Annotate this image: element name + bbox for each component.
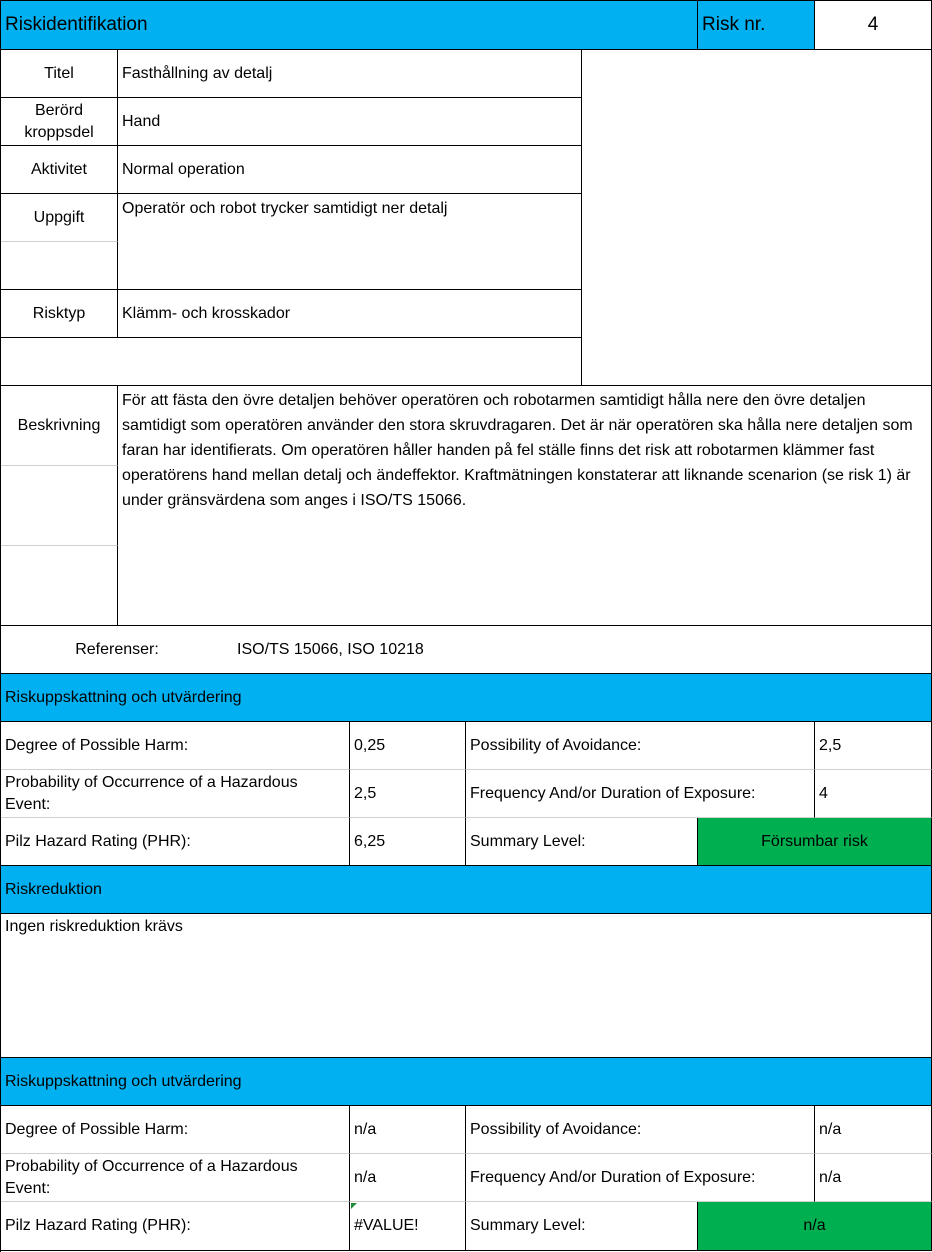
error-indicator-icon	[351, 1203, 357, 1209]
fe-label[interactable]: Frequency And/or Duration of Exposure:	[466, 770, 815, 818]
fe-after-label[interactable]: Frequency And/or Duration of Exposure:	[466, 1154, 815, 1202]
poa-after-value[interactable]: n/a	[815, 1106, 932, 1154]
fe-after-value[interactable]: n/a	[815, 1154, 932, 1202]
risk-nr-value[interactable]: 4	[815, 1, 932, 50]
dph-after-label[interactable]: Degree of Possible Harm:	[1, 1106, 350, 1154]
poa-value[interactable]: 2,5	[815, 722, 932, 770]
fe-value[interactable]: 4	[815, 770, 932, 818]
beskrivning-value[interactable]: För att fästa den övre detaljen behöver operatören och robotarmen samtidigt hålla nere den övre detaljen samtidigt som operatören använder den stora skruvdragaren. Det är när operatören ska hålla nere detaljen som faran har identifierats. Om operatören håller handen på fel ställe finns det risk att robotarmen klämmer fast operatörens hand mellan detalj och ändeffektor. Kraftmätningen konstaterar att liknande scenarion (se risk 1) är under gränsvärdena som anges i ISO/TS 15066.	[118, 386, 932, 626]
referenser-value[interactable]: ISO/TS 15066, ISO 10218	[233, 626, 932, 674]
referenser-label[interactable]: Referenser:	[1, 626, 233, 674]
phr-after-label[interactable]: Pilz Hazard Rating (PHR):	[1, 1202, 350, 1251]
po-value[interactable]: 2,5	[350, 770, 466, 818]
risk-nr-label[interactable]: Risk nr.	[698, 1, 815, 50]
reduction-text[interactable]: Ingen riskreduktion krävs	[1, 914, 932, 1058]
beskrivning-spacer-2	[1, 546, 118, 626]
poa-after-label[interactable]: Possibility of Avoidance:	[466, 1106, 815, 1154]
poa-label[interactable]: Possibility of Avoidance:	[466, 722, 815, 770]
dph-value[interactable]: 0,25	[350, 722, 466, 770]
blank-row	[1, 338, 582, 386]
reduction-title[interactable]: Riskreduktion	[1, 866, 932, 914]
aktivitet-value[interactable]: Normal operation	[118, 146, 582, 194]
uppgift-label[interactable]: Uppgift	[1, 194, 118, 242]
beskrivning-label[interactable]: Beskrivning	[1, 386, 118, 466]
titel-value[interactable]: Fasthållning av detalj	[118, 50, 582, 98]
phr-value[interactable]: 6,25	[350, 818, 466, 866]
dph-label[interactable]: Degree of Possible Harm:	[1, 722, 350, 770]
summary-value[interactable]: Försumbar risk	[698, 818, 932, 866]
header-title[interactable]: Riskidentifikation	[1, 1, 698, 50]
kroppsdel-value[interactable]: Hand	[118, 98, 582, 146]
uppgift-label-spacer	[1, 242, 118, 290]
assessment-before-title[interactable]: Riskuppskattning och utvärdering	[1, 674, 932, 722]
summary-after-label[interactable]: Summary Level:	[466, 1202, 698, 1251]
summary-label[interactable]: Summary Level:	[466, 818, 698, 866]
po-after-value[interactable]: n/a	[350, 1154, 466, 1202]
empty-side-block	[582, 50, 932, 386]
aktivitet-label[interactable]: Aktivitet	[1, 146, 118, 194]
risktyp-value[interactable]: Klämm- och krosskador	[118, 290, 582, 338]
po-after-label[interactable]: Probability of Occurrence of a Hazardous Event:	[1, 1154, 350, 1202]
phr-label[interactable]: Pilz Hazard Rating (PHR):	[1, 818, 350, 866]
kroppsdel-label[interactable]: Berörd kroppsdel	[1, 98, 118, 146]
summary-after-value[interactable]: n/a	[698, 1202, 932, 1251]
dph-after-value[interactable]: n/a	[350, 1106, 466, 1154]
phr-after-value[interactable]: #VALUE!	[350, 1202, 466, 1251]
risktyp-label[interactable]: Risktyp	[1, 290, 118, 338]
beskrivning-spacer-1	[1, 466, 118, 546]
assessment-after-title[interactable]: Riskuppskattning och utvärdering	[1, 1058, 932, 1106]
titel-label[interactable]: Titel	[1, 50, 118, 98]
po-label[interactable]: Probability of Occurrence of a Hazardous Event:	[1, 770, 350, 818]
uppgift-value[interactable]: Operatör och robot trycker samtidigt ner detalj	[118, 194, 582, 290]
